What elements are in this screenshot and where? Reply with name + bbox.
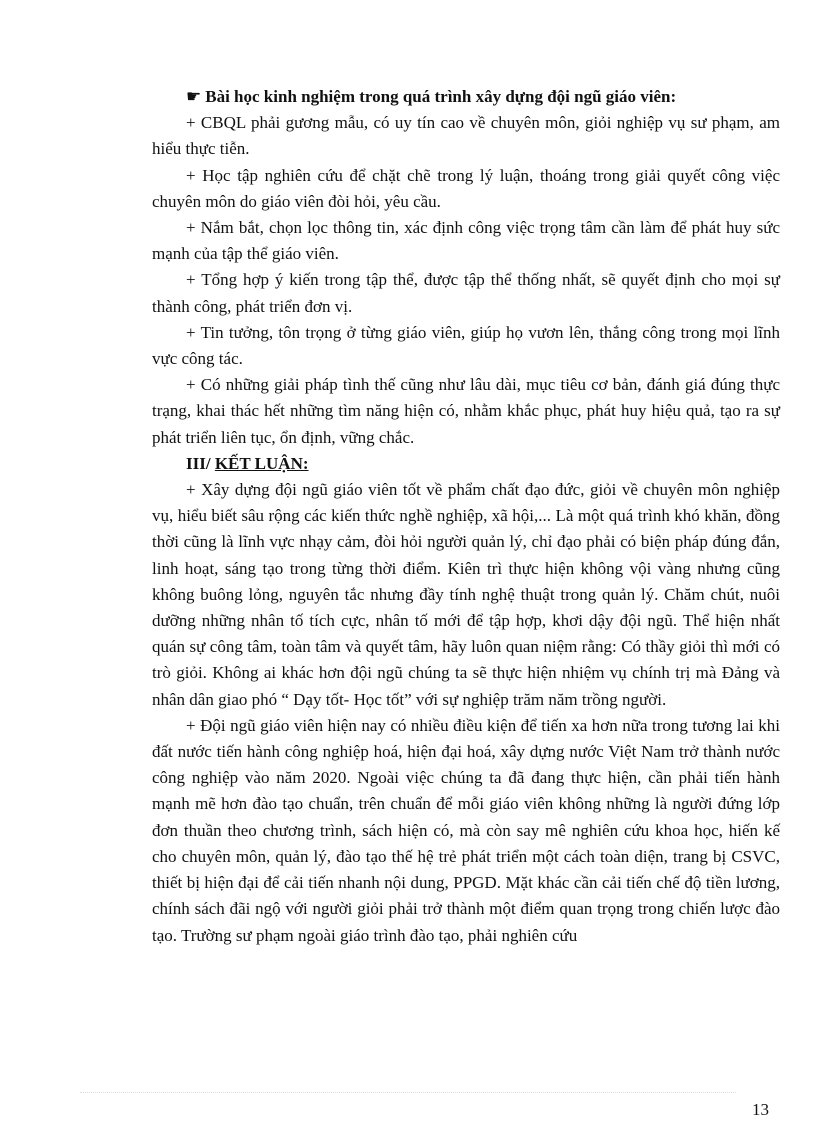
lesson-item: + Tin tưởng, tôn trọng ở từng giáo viên, giúp họ vươn lên, thắng công trong mọi lĩnh vực công tác. [152, 322, 780, 369]
lesson-item: + Học tập nghiên cứu để chặt chẽ trong lý luận, thoáng trong giải quyết công việc chuyên môn do giáo viên đòi hỏi, yêu cầu. [152, 165, 780, 211]
page-number: 13 [752, 1100, 769, 1119]
section-number: III/ [186, 453, 211, 473]
lesson-heading [152, 84, 780, 110]
lesson-item: + CBQL phải gương mẫu, có uy tín cao về chuyên môn, giỏi nghiệp vụ sư phạm, am hiểu thực tiễn. [152, 113, 780, 159]
conclusion-paragraph: + Đội ngũ giáo viên hiện nay có nhiều điều kiện để tiến xa hơn nữa trong tương lai khi đất nước tiến hành công nghiệp hoá, hiện đại hoá, xây dựng nước Việt Nam trở thành nước công nghiệp vào năm 2020. Ngoài việc chúng ta đã đang thực hiện, cần phải tiến hành mạnh mẽ hơn đào tạo chuẩn, trên chuẩn để mỗi giáo viên không những là người đứng lớp đơn thuần theo chương trình, sách hiện có, mà còn say mê nghiên cứu khoa học, hiến kế cho chuyên môn, quản lý, đào tạo thế hệ trẻ phát triển một cách toàn diện, trang bị CSVC, thiết bị hiện đại để cải tiến nhanh nội dung, PPGD. Mặt khác cần cải tiến chế độ tiền lương, chính sách đãi ngộ với người giỏi phải trở thành một điểm quan trọng trong chiến lược đào tạo. Trường sư phạm ngoài giáo trình đào tạo, phải nghiên cứu [152, 715, 780, 945]
lesson-item: + Có những giải pháp tình thế cũng như lâu dài, mục tiêu cơ bản, đánh giá đúng thực trạng, khai thác hết những tìm năng hiện có, nhằm khắc phục, phát huy hiệu quả, tạo ra sự phát triển liên tục, ổn định, vững chắc. [152, 375, 780, 447]
pointing-hand-icon: ☛ [186, 87, 202, 106]
section-title: KẾT LUẬN: [214, 453, 309, 473]
lesson-heading-text: Bài học kinh nghiệm trong quá trình xây dựng đội ngũ giáo viên: [205, 87, 677, 106]
lesson-item: + Tổng hợp ý kiến trong tập thể, được tập thể thống nhất, sẽ quyết định cho mọi sự thành công, phát triển đơn vị. [152, 270, 780, 316]
page-body [152, 84, 780, 949]
conclusion-paragraph: + Xây dựng đội ngũ giáo viên tốt về phẩm chất đạo đức, giỏi về chuyên môn nghiệp vụ, hiểu biết sâu rộng các kiến thức nghề nghiệp, xã hội,... Là một quá trình khó khăn, đồng thời cũng là lĩnh vực nhạy cảm, đòi hỏi người quản lý, chỉ đạo phải có biện pháp đúng đắn, linh hoạt, sáng tạo trong từng thời điểm. Kiên trì thực hiện không vội vàng nhưng cũng không buông lỏng, nguyên tắc nhưng đầy tính nghệ thuật trong quản lý. Chăm chút, nuôi dưỡng những nhân tố tích cực, nhân tố mới để tập hợp, khơi dậy đội ngũ. Thể hiện nhất quán sự công tâm, toàn tâm và quyết tâm, hãy luôn quan niệm rằng: Có thầy giỏi thì mới có trò giỏi. Không ai khác hơn đội ngũ chúng ta sẽ thực hiện nhiệm vụ chính trị mà Đảng và nhân dân giao phó “ Dạy tốt- Học tốt” với sự nghiệp trăm năm trồng người. [152, 480, 780, 709]
conclusion-heading [152, 451, 780, 477]
footer-divider [80, 1092, 736, 1093]
lesson-item: + Nắm bắt, chọn lọc thông tin, xác định công việc trọng tâm cần làm để phát huy sức mạnh của tập thể giáo viên. [152, 218, 780, 264]
